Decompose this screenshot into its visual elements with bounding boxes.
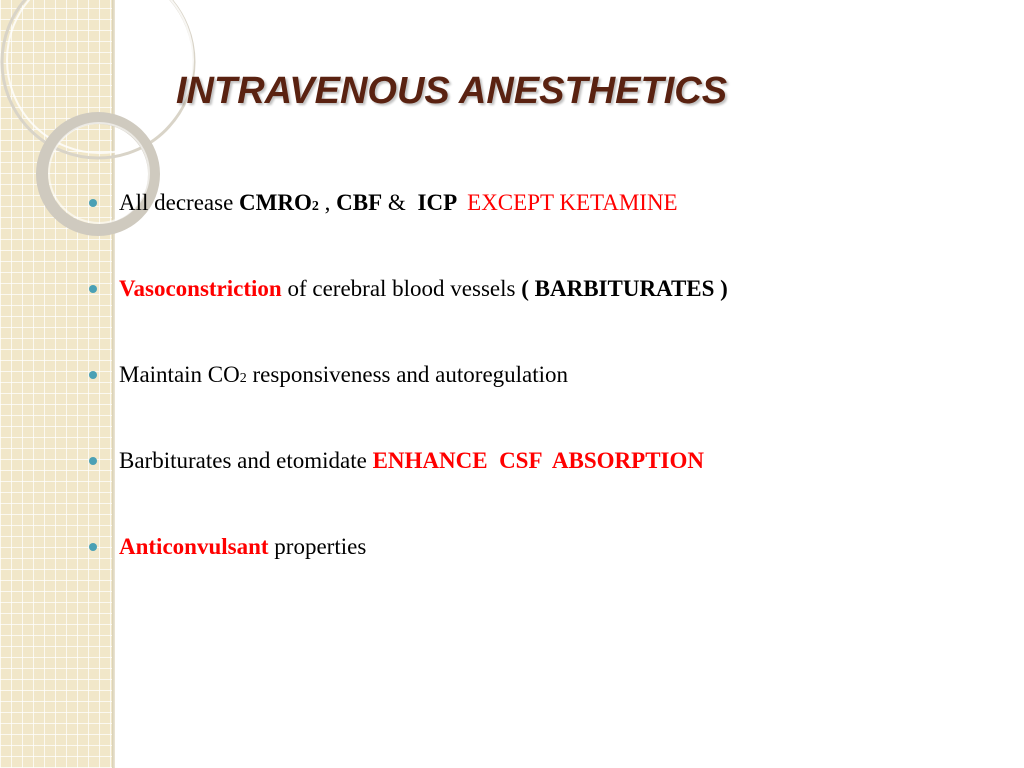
bullet-text: properties — [268, 534, 367, 559]
bullet-item-cmro2 — [88, 183, 728, 269]
bullet-marker-icon — [89, 371, 97, 379]
bullet-item-csf — [88, 441, 728, 527]
slide-title: INTRAVENOUS ANESTHETICS — [176, 70, 728, 112]
bullet-item-anticonvulsant — [88, 527, 728, 613]
bullet-text: responsiveness and autoregulation — [246, 362, 569, 387]
term-icp: ICP — [417, 190, 458, 215]
subscript-2: 2 — [239, 371, 247, 386]
bullet-text: Barbiturates and etomidate — [119, 448, 373, 473]
emphasis-except-ketamine: EXCEPT KETAMINE — [467, 190, 678, 215]
bullet-text: All decrease — [119, 190, 240, 215]
subscript-2: 2 — [311, 199, 319, 214]
term-barbiturates: ( BARBITURATES ) — [521, 276, 728, 301]
separator-text: , — [318, 190, 337, 215]
bullet-marker-icon — [89, 457, 97, 465]
term-cmro: CMRO — [239, 190, 312, 215]
separator-text: & — [382, 190, 412, 215]
bullet-marker-icon — [89, 543, 97, 551]
bullet-list — [88, 183, 728, 613]
term-cbf: CBF — [336, 190, 383, 215]
bullet-item-vasoconstriction — [88, 269, 728, 355]
emphasis-anticonvulsant: Anticonvulsant — [119, 534, 269, 559]
emphasis-vasoconstriction: Vasoconstriction — [119, 276, 282, 301]
emphasis-csf-absorption: ENHANCE CSF ABSORPTION — [372, 448, 704, 473]
bullet-item-co2 — [88, 355, 728, 441]
bullet-text: Maintain CO — [119, 362, 240, 387]
bullet-marker-icon — [89, 285, 97, 293]
bullet-text: of cerebral blood vessels — [281, 276, 522, 301]
bullet-marker-icon — [89, 199, 97, 207]
